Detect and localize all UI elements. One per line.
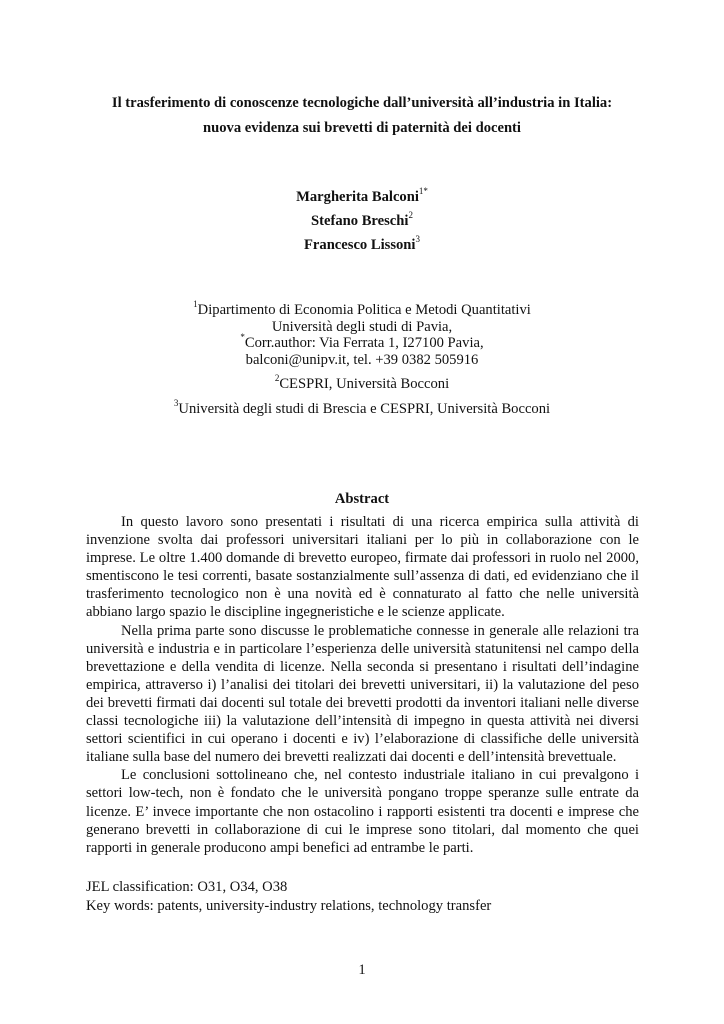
affiliation-1-line-2: Università degli studi di Pavia,: [271, 318, 453, 335]
author-name: Margherita Balconi: [296, 189, 419, 205]
abstract-body: [86, 513, 639, 857]
author-name: Stefano Breschi: [311, 213, 409, 229]
abstract-paragraph: Le conclusioni sottolineano che, nel contesto industriale italiano in cui prevalgono i settori low-tech, non è fondato che le università pongano troppe speranze sulle entrate da licenze. E’ invece importante che non ostacolino i rapporti esistenti tra docenti e imprese che generano brevetti in collaborazione di cui le imprese sono titolari, dal momento che quei rapporti in generale producono ampi benefici ad entrambe le parti.: [86, 767, 639, 856]
corresponding-author: *Corr.author: Via Ferrata 1, I27100 Pavia,: [240, 332, 484, 351]
author-list: [86, 185, 638, 257]
author-affiliation-mark: 1*: [418, 186, 428, 197]
affiliation-mark: 3: [173, 397, 179, 408]
affiliation-mark: 2: [274, 373, 280, 384]
affiliation-3: $^3$Università degli studi di Brescia e CESPRI, Università Bocconi: [173, 397, 551, 417]
title-line-1: Il trasferimento di conoscenze tecnologiche dall’università all’industria in Italia:: [111, 95, 613, 111]
title-line-2: nuova evidenza sui brevetti di paternità dei docenti: [203, 120, 521, 136]
author-name: Francesco Lissoni: [304, 237, 416, 253]
page-number: 1: [358, 962, 366, 978]
author-3: [86, 233, 638, 257]
classification-block: [86, 878, 646, 915]
author-1: [86, 185, 638, 209]
author-affiliation-mark: 3: [415, 234, 420, 245]
author-2: [86, 209, 638, 233]
affiliation-2: $^2$CESPRI, Università Bocconi: [274, 373, 450, 392]
jel-classification: JEL classification: O31, O34, O38: [86, 879, 288, 895]
abstract-heading: Abstract: [334, 491, 390, 507]
affiliation-mark: 1: [193, 299, 198, 310]
keywords: Key words: patents, university-industry relations, technology transfer: [86, 897, 492, 914]
author-affiliation-mark: 2: [408, 210, 413, 221]
affiliation-1-line-1: $^1$Dipartimento di Economia Politica e Metodi Quantitativi: [193, 299, 531, 318]
paper-title: [86, 91, 638, 141]
affiliations: [86, 299, 638, 417]
abstract-paragraph: In questo lavoro sono presentati i risultati di una ricerca empirica sulla attività di invenzione svolta dai professori universitari italiani per lo più in collaborazione con le imprese. Le oltre 1.400 domande di brevetto europeo, firmate dai professori in ruolo nel 2000, smentiscono le tesi correnti, basate sostanzialmente sull’assenza di dati, ed evidenziano che il trasferimento tecnologico non è una novità ed è connaturato al fatto che nelle università abbiano largo spazio le discipline ingegneristiche e le scienze applicate.: [86, 514, 639, 621]
corresponding-mark: *: [240, 332, 245, 343]
contact-line: balconi@unipv.it, tel. +39 0382 505916: [245, 351, 479, 368]
abstract-paragraph: Nella prima parte sono discusse le problematiche connesse in generale alle relazioni tra università e industria e in particolare l’esperienza delle università statunitensi nel campo della brevettazione e della vendita di licenze. Nella seconda si presentano i risultati dell’indagine empirica, attraverso i) l’analisi dei titolari dei brevetti universitari, ii) la valutazione del peso dei brevetti firmati dai docenti sul totale dei brevetti prodotti da inventori italiani nelle diverse classi tecnologiche iii) la valutazione dell’intensità di impegno in questa attività nei diversi settori scientifici in cui operano i docenti e iv) l’elaborazione di classifiche delle università italiane sulla base del numero dei brevetti realizzati dai docenti e dell’intensità brevettuale.: [86, 622, 639, 766]
